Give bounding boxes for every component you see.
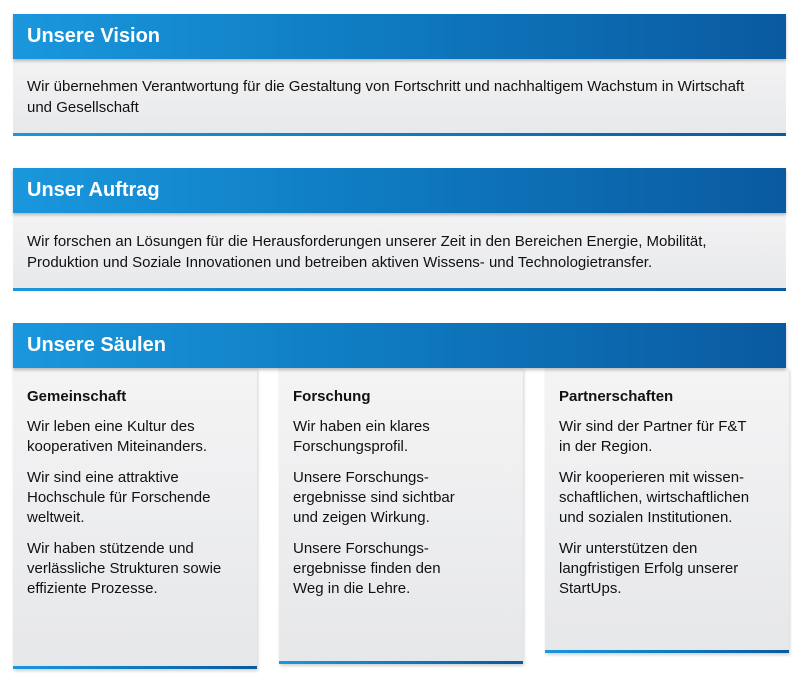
auftrag-text: Wir forschen an Lösungen für die Herausforderungen unserer Zeit in den Bereichen Energie, Mobilität, Produktion und Soziale Innovationen und betreiben aktiven Wissens- und Technologietransfer. (13, 213, 786, 291)
auftrag-section (13, 168, 786, 291)
vision-title: Unsere Vision (13, 14, 786, 59)
pillar-gemeinschaft (13, 368, 257, 669)
vision-section (13, 14, 786, 136)
pillar-heading: Gemeinschaft (27, 388, 127, 405)
auftrag-title: Unser Auftrag (13, 168, 786, 213)
pillar-paragraph: Wir kooperieren mit wissen- schaftlichen, wirtschaftlichen und sozialen Institutionen. (559, 469, 750, 526)
saeulen-title: Unsere Säulen (13, 323, 786, 368)
pillar-paragraph: Unsere Forschungs- ergebnisse finden den Weg in die Lehre. (293, 540, 441, 597)
pillar-paragraph: Unsere Forschungs- ergebnisse sind sichtbar und zeigen Wirkung. (293, 469, 455, 526)
pillar-paragraph: Wir leben eine Kultur des kooperativen Miteinanders. (27, 418, 208, 455)
pillar-forschung (279, 368, 523, 664)
pillar-heading: Partnerschaften (559, 388, 674, 405)
pillar-paragraph: Wir unterstützen den langfristigen Erfolg unserer StartUps. (559, 540, 739, 597)
pillar-paragraph: Wir sind der Partner für F&T in der Region. (559, 418, 747, 455)
vision-text: Wir übernehmen Verantwortung für die Gestaltung von Fortschritt und nachhaltigem Wachstum in Wirtschaft und Gesellschaft (13, 59, 786, 136)
pillar-paragraph: Wir sind eine attraktive Hochschule für Forschende weltweit. (27, 469, 211, 526)
pillar-partnerschaften (545, 368, 789, 653)
saeulen-section (13, 323, 786, 693)
pillar-paragraph: Wir haben stützende und verlässliche Strukturen sowie effiziente Prozesse. (27, 540, 222, 597)
pillar-paragraph: Wir haben ein klares Forschungsprofil. (293, 418, 430, 455)
pillar-heading: Forschung (293, 388, 371, 405)
